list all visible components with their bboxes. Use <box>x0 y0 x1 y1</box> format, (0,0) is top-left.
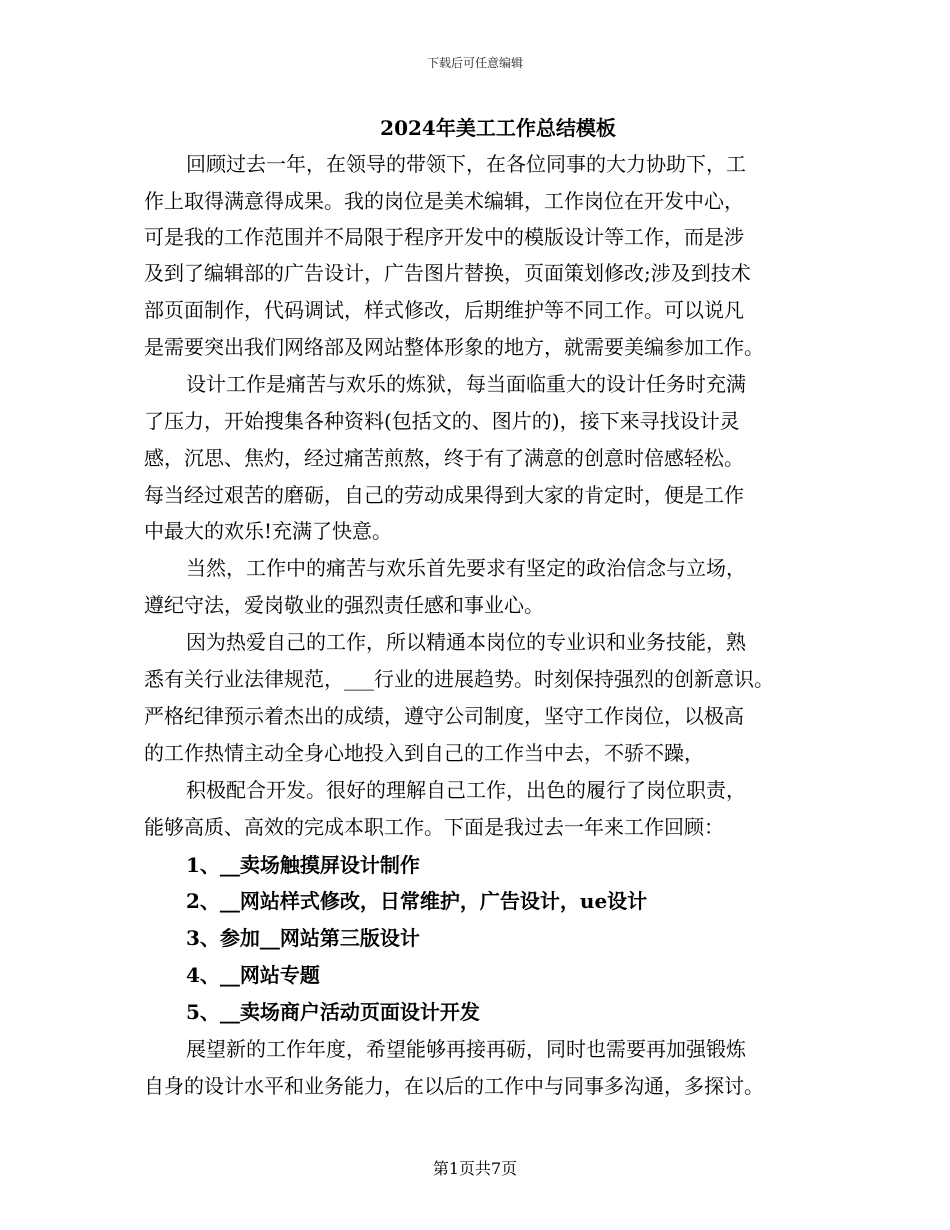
paragraph-line: 每当经过艰苦的磨砺，自己的劳动成果得到大家的肯定时，便是工作 <box>144 483 744 507</box>
paragraph-line: 积极配合开发。很好的理解自己工作，出色的履行了岗位职责， <box>186 778 746 802</box>
header-note: 下载后可任意编辑 <box>426 56 523 70</box>
paragraph-line: 可是我的工作范围并不局限于程序开发中的模版设计等工作，而是涉 <box>144 225 744 249</box>
paragraph-line: 了压力，开始搜集各种资料(包括文的、图片的)，接下来寻找设计灵 <box>144 409 740 433</box>
page-indicator: 第1页共7页 <box>432 1159 518 1178</box>
list-item: 4、__网站专题 <box>186 963 320 987</box>
paragraph-line: 作上取得满意得成果。我的岗位是美术编辑，工作岗位在开发中心， <box>144 189 744 213</box>
paragraph-line: 悉有关行业法律规范，___行业的进展趋势。时刻保持强烈的创新意识。 <box>144 667 774 691</box>
paragraph-line: 回顾过去一年，在领导的带领下，在各位同事的大力协助下，工 <box>186 152 746 176</box>
paragraph-line: 当然，工作中的痛苦与欢乐首先要求有坚定的政治信念与立场， <box>186 556 746 580</box>
paragraph-line: 自身的设计水平和业务能力，在以后的工作中与同事多沟通，多探讨。 <box>144 1074 764 1098</box>
paragraph-line: 因为热爱自己的工作，所以精通本岗位的专业识和业务技能，熟 <box>186 630 746 654</box>
paragraph-line: 部页面制作，代码调试，样式修改，后期维护等不同工作。可以说凡 <box>144 298 744 322</box>
list-item: 1、__卖场触摸屏设计制作 <box>186 853 420 877</box>
paragraph-line: 设计工作是痛苦与欢乐的炼狱，每当面临重大的设计任务时充满 <box>186 372 746 396</box>
list-item: 5、__卖场商户活动页面设计开发 <box>186 1000 480 1024</box>
paragraph-line: 展望新的工作年度，希望能够再接再砺，同时也需要再加强锻炼 <box>186 1037 746 1061</box>
paragraph-line: 严格纪律预示着杰出的成绩，遵守公司制度，坚守工作岗位，以极高 <box>144 704 744 728</box>
paragraph-line: 能够高质、高效的完成本职工作。下面是我过去一年来工作回顾： <box>144 815 724 839</box>
paragraph-line: 及到了编辑部的广告设计，广告图片替换，页面策划修改;涉及到技术 <box>144 261 751 285</box>
paragraph-line: 是需要突出我们网络部及网站整体形象的地方，就需要美编参加工作。 <box>144 335 764 359</box>
paragraph-line: 的工作热情主动全身心地投入到自己的工作当中去，不骄不躁， <box>144 741 704 765</box>
document-title: 2024年美工工作总结模板 <box>380 116 616 140</box>
paragraph-line: 中最大的欢乐!充满了快意。 <box>144 519 393 543</box>
list-item: 2、__网站样式修改，日常维护，广告设计，ue设计 <box>186 889 648 913</box>
paragraph-line: 遵纪守法，爱岗敬业的强烈责任感和事业心。 <box>144 593 544 617</box>
paragraph-line: 感，沉思、焦灼，经过痛苦煎熬，终于有了满意的创意时倍感轻松。 <box>144 446 744 470</box>
list-item: 3、参加__网站第三版设计 <box>186 926 420 950</box>
